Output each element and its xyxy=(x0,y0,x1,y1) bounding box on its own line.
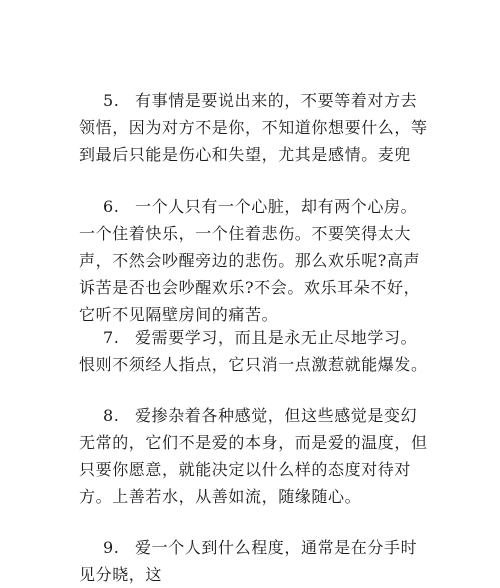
quote-paragraph-9 xyxy=(79,534,431,588)
paragraph-number: 5. xyxy=(103,91,120,110)
paragraph-number: 8. xyxy=(103,406,120,425)
quote-paragraph-6 xyxy=(79,193,431,328)
paragraph-text: 爱掺杂着各种感觉，但这些感觉是变幻无常的，它们不是爱的本身，而是爱的温度，但只要你愿意，就能决定以什么样的态度对待对方。上善若水，从善如流，随缘随心。 xyxy=(79,406,428,506)
paragraph-text: 爱需要学习，而且是永无止尽地学习。恨则不须经人指点，它只消一点激惹就能爆发。 xyxy=(79,328,428,374)
paragraph-number: 7. xyxy=(103,328,120,347)
paragraph-number: 6. xyxy=(103,197,120,216)
paragraph-text: 一个人只有一个心脏，却有两个心房。一个住着快乐，一个住着悲伤。不要笑得太大声，不然会吵醒旁边的悲伤。那么欢乐呢?高声诉苦是否也会吵醒欢乐?不会。欢乐耳朵不好，它听不见隔壁房间的痛苦。 xyxy=(79,197,421,324)
quote-paragraph-7 xyxy=(79,324,431,378)
paragraph-number: 9. xyxy=(103,538,120,557)
paragraph-text: 有事情是要说出来的，不要等着对方去领悟，因为对方不是你，不知道你想要什么，等到最后只能是伤心和失望，尤其是感情。麦兜 xyxy=(79,91,428,164)
quote-paragraph-5 xyxy=(79,87,431,168)
paragraph-text: 爱一个人到什么程度，通常是在分手时见分晓，这 xyxy=(79,538,418,584)
quote-paragraph-8 xyxy=(79,402,431,510)
